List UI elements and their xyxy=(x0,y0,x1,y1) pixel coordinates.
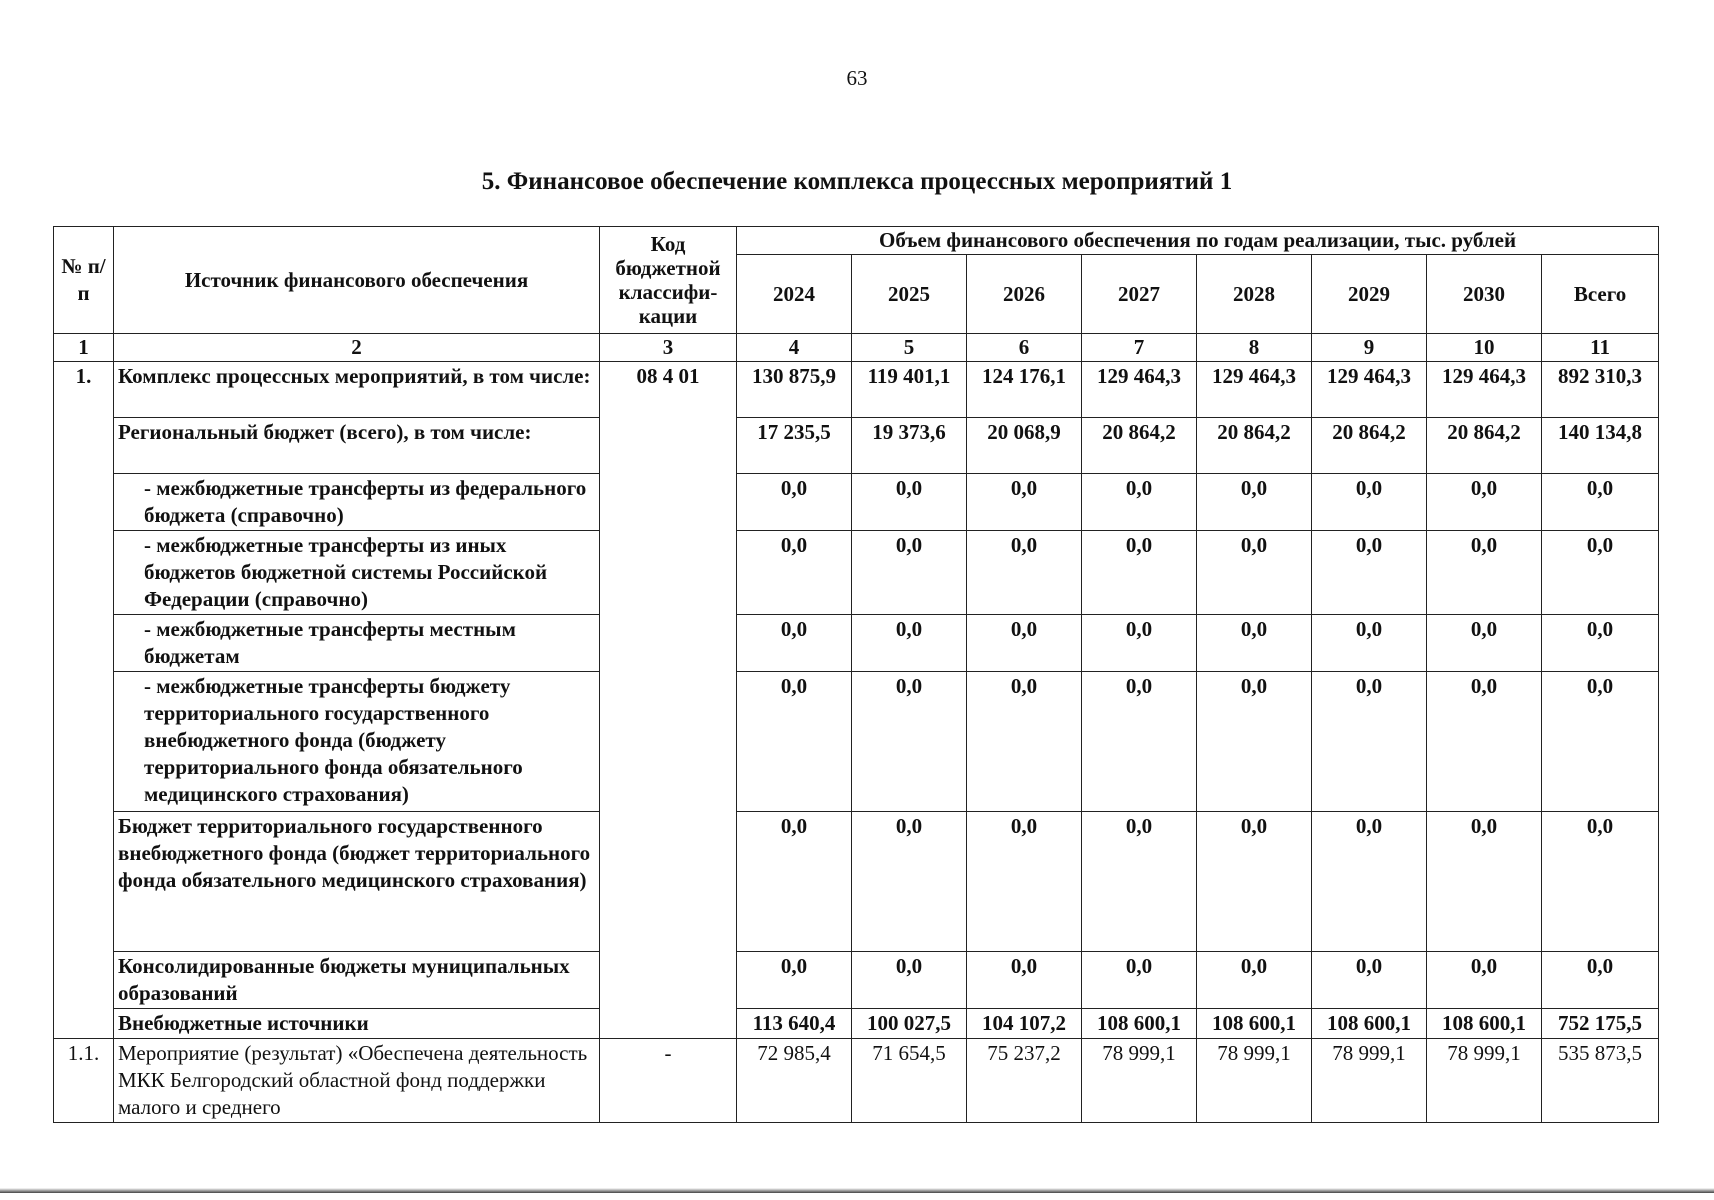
value-cell: 0,0 xyxy=(1197,531,1312,615)
value-cell: 0,0 xyxy=(1427,672,1542,812)
source-cell: Консолидированные бюджеты муниципальных образований xyxy=(114,952,600,1009)
value-cell: 0,0 xyxy=(852,531,967,615)
value-cell: 0,0 xyxy=(1312,474,1427,531)
value-cell: 19 373,6 xyxy=(852,418,967,474)
value-cell: 0,0 xyxy=(737,531,852,615)
value-cell: 0,0 xyxy=(1082,474,1197,531)
source-cell: - межбюджетные трансферты из иных бюджетов бюджетной системы Российской Федерации (справочно) xyxy=(114,531,600,615)
row-number: 1.1. xyxy=(54,1039,114,1123)
header-source: Источник финансового обеспечения xyxy=(114,227,600,334)
value-cell: 0,0 xyxy=(967,812,1082,952)
value-cell: 0,0 xyxy=(1427,474,1542,531)
page-number: 63 xyxy=(846,66,868,90)
value-cell: 75 237,2 xyxy=(967,1039,1082,1123)
budget-code: - xyxy=(600,1039,737,1123)
value-cell: 0,0 xyxy=(852,672,967,812)
budget-code: 08 4 01 xyxy=(600,362,737,1039)
value-cell: 124 176,1 xyxy=(967,362,1082,418)
header-year: 2027 xyxy=(1082,255,1197,334)
source-cell: - межбюджетные трансферты из федерального бюджета (справочно) xyxy=(114,474,600,531)
value-cell: 0,0 xyxy=(852,952,967,1009)
table-row xyxy=(54,362,1659,418)
value-cell: 108 600,1 xyxy=(1082,1009,1197,1039)
value-cell: 0,0 xyxy=(1197,952,1312,1009)
source-cell: Комплекс процессных мероприятий, в том числе: xyxy=(114,362,600,418)
value-cell: 0,0 xyxy=(1082,952,1197,1009)
source-cell: Мероприятие (результат) «Обеспечена деятельность МКК Белгородский областной фонд поддержки малого и среднего xyxy=(114,1039,600,1123)
column-number-row xyxy=(54,334,1659,362)
value-cell: 0,0 xyxy=(1427,615,1542,672)
value-cell: 129 464,3 xyxy=(1197,362,1312,418)
header-year: 2026 xyxy=(967,255,1082,334)
header-year: 2025 xyxy=(852,255,967,334)
header-volume: Объем финансового обеспечения по годам реализации, тыс. рублей xyxy=(737,227,1659,255)
table-row xyxy=(54,615,1659,672)
value-cell: 0,0 xyxy=(967,952,1082,1009)
value-cell: 0,0 xyxy=(967,474,1082,531)
value-cell: 0,0 xyxy=(737,812,852,952)
value-cell: 0,0 xyxy=(1542,952,1659,1009)
table-row xyxy=(54,672,1659,812)
value-cell: 0,0 xyxy=(1197,812,1312,952)
column-number: 10 xyxy=(1427,334,1542,362)
value-cell: 20 864,2 xyxy=(1082,418,1197,474)
value-cell: 0,0 xyxy=(1082,615,1197,672)
value-cell: 130 875,9 xyxy=(737,362,852,418)
header-code: Код бюджетной классифи-кации xyxy=(600,227,737,334)
column-number: 1 xyxy=(54,334,114,362)
value-cell: 108 600,1 xyxy=(1197,1009,1312,1039)
value-cell: 0,0 xyxy=(1082,812,1197,952)
value-cell: 752 175,5 xyxy=(1542,1009,1659,1039)
value-cell: 0,0 xyxy=(1427,812,1542,952)
value-cell: 129 464,3 xyxy=(1312,362,1427,418)
column-number: 11 xyxy=(1542,334,1659,362)
value-cell: 535 873,5 xyxy=(1542,1039,1659,1123)
table-row xyxy=(54,418,1659,474)
value-cell: 100 027,5 xyxy=(852,1009,967,1039)
value-cell: 0,0 xyxy=(1312,952,1427,1009)
value-cell: 72 985,4 xyxy=(737,1039,852,1123)
value-cell: 0,0 xyxy=(737,615,852,672)
value-cell: 0,0 xyxy=(1542,531,1659,615)
value-cell: 0,0 xyxy=(1542,474,1659,531)
header-no: № п/п xyxy=(54,227,114,334)
value-cell: 0,0 xyxy=(737,672,852,812)
table-row xyxy=(54,952,1659,1009)
table-row xyxy=(54,812,1659,952)
value-cell: 0,0 xyxy=(1197,615,1312,672)
value-cell: 0,0 xyxy=(1427,952,1542,1009)
header-year: 2028 xyxy=(1197,255,1312,334)
column-number: 7 xyxy=(1082,334,1197,362)
column-number: 3 xyxy=(600,334,737,362)
value-cell: 0,0 xyxy=(737,474,852,531)
value-cell: 20 864,2 xyxy=(1427,418,1542,474)
value-cell: 0,0 xyxy=(1312,672,1427,812)
value-cell: 0,0 xyxy=(1312,531,1427,615)
value-cell: 78 999,1 xyxy=(1427,1039,1542,1123)
value-cell: 0,0 xyxy=(852,812,967,952)
column-number: 9 xyxy=(1312,334,1427,362)
value-cell: 78 999,1 xyxy=(1312,1039,1427,1123)
value-cell: 0,0 xyxy=(1082,672,1197,812)
value-cell: 71 654,5 xyxy=(852,1039,967,1123)
column-number: 5 xyxy=(852,334,967,362)
source-cell: Бюджет территориального государственного внебюджетного фонда (бюджет территориального фонда обязательного медицинского страхования) xyxy=(114,812,600,952)
value-cell: 78 999,1 xyxy=(1082,1039,1197,1123)
value-cell: 104 107,2 xyxy=(967,1009,1082,1039)
value-cell: 0,0 xyxy=(1542,615,1659,672)
value-cell: 0,0 xyxy=(1197,474,1312,531)
header-year: 2024 xyxy=(737,255,852,334)
value-cell: 108 600,1 xyxy=(1427,1009,1542,1039)
source-cell: Региональный бюджет (всего), в том числе: xyxy=(114,418,600,474)
column-number: 4 xyxy=(737,334,852,362)
value-cell: 0,0 xyxy=(967,615,1082,672)
value-cell: 119 401,1 xyxy=(852,362,967,418)
value-cell: 0,0 xyxy=(967,531,1082,615)
value-cell: 0,0 xyxy=(1542,672,1659,812)
value-cell: 17 235,5 xyxy=(737,418,852,474)
value-cell: 20 068,9 xyxy=(967,418,1082,474)
source-cell: - межбюджетные трансферты местным бюджетам xyxy=(114,615,600,672)
value-cell: 0,0 xyxy=(737,952,852,1009)
source-cell: - межбюджетные трансферты бюджету территориального государственного внебюджетного фонда (бюджету территориального фонда обязательного медицинского страхования) xyxy=(114,672,600,812)
table-row xyxy=(54,1009,1659,1039)
header-year: 2030 xyxy=(1427,255,1542,334)
value-cell: 78 999,1 xyxy=(1197,1039,1312,1123)
value-cell: 0,0 xyxy=(1427,531,1542,615)
table-row xyxy=(54,474,1659,531)
value-cell: 0,0 xyxy=(1312,615,1427,672)
value-cell: 20 864,2 xyxy=(1312,418,1427,474)
row-number: 1. xyxy=(54,362,114,1039)
column-number: 6 xyxy=(967,334,1082,362)
column-number: 8 xyxy=(1197,334,1312,362)
value-cell: 0,0 xyxy=(967,672,1082,812)
value-cell: 20 864,2 xyxy=(1197,418,1312,474)
value-cell: 0,0 xyxy=(1542,812,1659,952)
scan-edge xyxy=(0,1188,1714,1193)
value-cell: 129 464,3 xyxy=(1427,362,1542,418)
value-cell: 129 464,3 xyxy=(1082,362,1197,418)
table-row xyxy=(54,531,1659,615)
column-number: 2 xyxy=(114,334,600,362)
header-total: Всего xyxy=(1542,255,1659,334)
value-cell: 108 600,1 xyxy=(1312,1009,1427,1039)
document-title: 5. Финансовое обеспечение комплекса процессных мероприятий 1 xyxy=(481,168,1233,195)
value-cell: 0,0 xyxy=(852,615,967,672)
value-cell: 892 310,3 xyxy=(1542,362,1659,418)
value-cell: 140 134,8 xyxy=(1542,418,1659,474)
value-cell: 0,0 xyxy=(852,474,967,531)
header-year: 2029 xyxy=(1312,255,1427,334)
source-cell: Внебюджетные источники xyxy=(114,1009,600,1039)
value-cell: 0,0 xyxy=(1312,812,1427,952)
value-cell: 0,0 xyxy=(1197,672,1312,812)
table-row xyxy=(54,1039,1659,1123)
value-cell: 113 640,4 xyxy=(737,1009,852,1039)
value-cell: 0,0 xyxy=(1082,531,1197,615)
financing-table xyxy=(53,226,1659,1123)
